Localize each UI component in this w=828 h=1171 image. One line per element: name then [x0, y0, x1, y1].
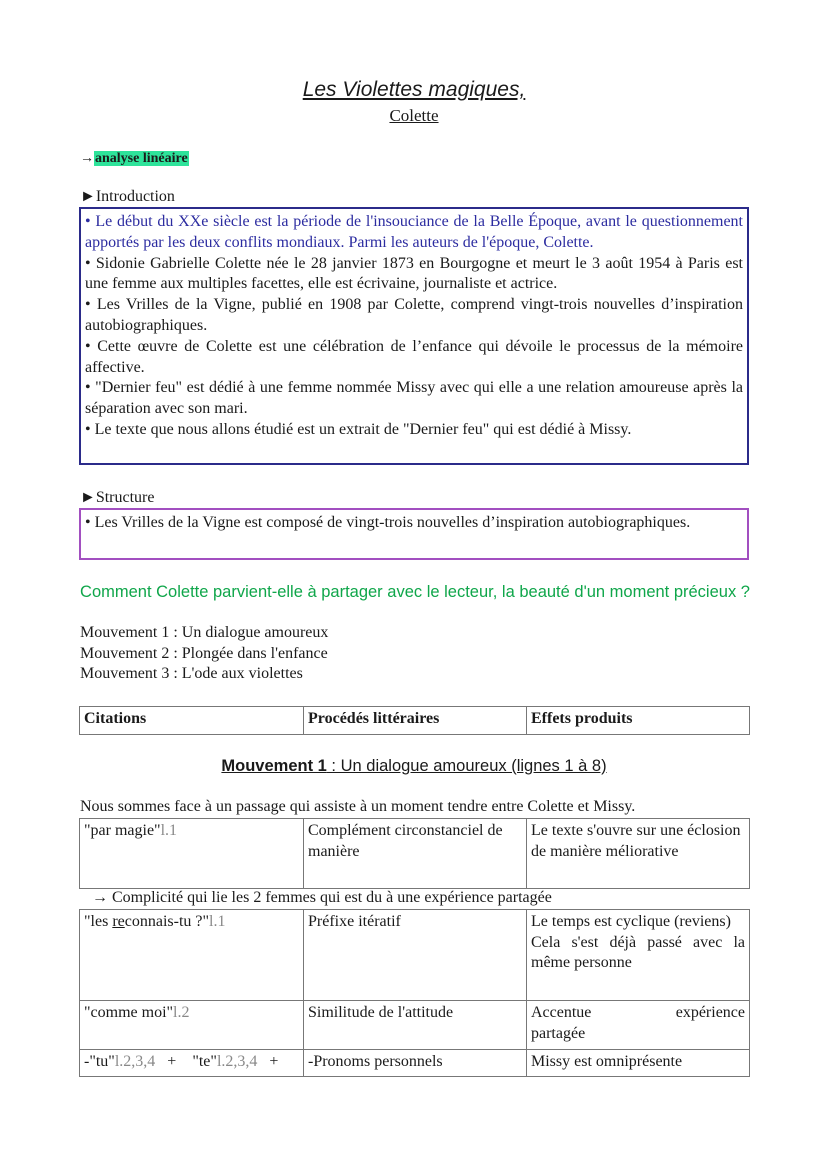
line-ref: l.1 [209, 913, 226, 930]
intro-paragraph: • Le début du XXe siècle est la période de l'insouciance de la Belle Époque, avant le questionnement apportés par les deux conflits mondiaux. Parmi les auteurs de l'époque, Colette. [85, 213, 743, 251]
mouvement1-title [0, 757, 828, 776]
intro-paragraph: • Le texte que nous allons étudié est un extrait de "Dernier feu" qui est dédié à Missy. [85, 420, 632, 438]
intro-paragraph: • Cette œuvre de Colette est une célébration de l’enfance qui dévoile le processus de la mémoire affective. [85, 337, 743, 376]
table-row [80, 910, 750, 1001]
line-ref: l.1 [160, 822, 178, 839]
analysis-table-2 [79, 909, 750, 1077]
mouvement-line: Mouvement 2 : Plongée dans l'enfance [80, 645, 328, 662]
mouvement1-title-bold: Mouvement 1 [221, 757, 327, 775]
citation-cell [80, 910, 304, 1001]
analysis-tag-label: analyse linéaire [95, 151, 188, 166]
table-row [80, 819, 750, 889]
line-ref: l.2,3,4 [114, 1053, 156, 1070]
procede-cell: Préfixe itératif [304, 910, 527, 1001]
structure-box [79, 508, 749, 560]
citation-text: "comme moi" [84, 1004, 174, 1021]
procede-cell: -Pronoms personnels [304, 1050, 527, 1077]
citation-text: "par magie" [84, 822, 161, 839]
mouvement1-title-rest: : Un dialogue amoureux (lignes 1 à 8) [326, 757, 607, 775]
procede-cell: Similitude de l'attitude [304, 1001, 527, 1050]
mouvement-line: Mouvement 3 : L'ode aux violettes [80, 665, 303, 682]
intro-paragraph: • Les Vrilles de la Vigne, publié en 1908 par Colette, comprend vingt-trois nouvelles d’inspiration autobiographiques. [85, 296, 743, 334]
effet-line: Le temps est cyclique (reviens) [531, 913, 731, 930]
structure-text: • Les Vrilles de la Vigne est composé de vingt-trois nouvelles d’inspiration autobiographiques. [85, 514, 691, 531]
header-table [79, 706, 750, 735]
mouvement1-intro: Nous sommes face à un passage qui assiste à un moment tendre entre Colette et Missy. [80, 798, 636, 815]
header-effets: Effets produits [527, 707, 750, 735]
analysis-tag [80, 151, 189, 167]
intro-paragraph: • Sidonie Gabrielle Colette née le 28 janvier 1873 en Bourgogne et meurt le 3 août 1954 à Paris est une femme aux multiples facettes, elle est écrivaine, journaliste et actrice. [85, 254, 743, 293]
effet-cell [527, 910, 750, 1001]
intro-paragraph: • "Dernier feu" est dédié à une femme nommée Missy avec qui elle a une relation amoureuse après la séparation avec son mari. [85, 379, 743, 418]
header-procedes: Procédés littéraires [304, 707, 527, 735]
document-title: Les Violettes magiques, [302, 78, 526, 101]
procede-cell: Complément circonstanciel de manière [304, 819, 527, 889]
line-ref: l.2 [173, 1004, 190, 1021]
plus-sign: + [167, 1053, 177, 1070]
arrow-icon: → [80, 151, 94, 166]
effet-cell: Accentue expérience partagée [527, 1001, 750, 1050]
citation-text: "te" [192, 1053, 217, 1070]
analysis-table-1 [79, 818, 750, 889]
problematique: Comment Colette parvient-elle à partager avec le lecteur, la beauté d'un moment précieux ? [80, 583, 750, 601]
citation-text: "les [84, 913, 113, 930]
effet-cell: Le texte s'ouvre sur une éclosion de manière méliorative [527, 819, 750, 889]
introduction-box [79, 207, 749, 465]
effet-line: Cela s'est déjà passé avec la même personne [531, 933, 745, 971]
document-author: Colette [389, 106, 439, 125]
citation-cell [80, 1050, 304, 1077]
citation-text: -"tu" [84, 1053, 115, 1070]
effet-cell: Missy est omniprésente [527, 1050, 750, 1077]
citation-cell [80, 1001, 304, 1050]
structure-heading: ►Structure [80, 489, 155, 506]
citation-cell [80, 819, 304, 889]
introduction-heading: ►Introduction [80, 188, 175, 205]
table-row [80, 1050, 750, 1077]
table-row [80, 1001, 750, 1050]
complicity-note: → Complicité qui lie les 2 femmes qui est du à une expérience partagée [92, 889, 552, 906]
mouvement-line: Mouvement 1 : Un dialogue amoureux [80, 624, 329, 641]
header-citations: Citations [80, 707, 304, 735]
plus-sign: + [269, 1053, 279, 1070]
line-ref: l.2,3,4 [216, 1053, 258, 1070]
citation-prefix: re [112, 913, 125, 930]
citation-text: connais-tu ?" [124, 913, 210, 930]
